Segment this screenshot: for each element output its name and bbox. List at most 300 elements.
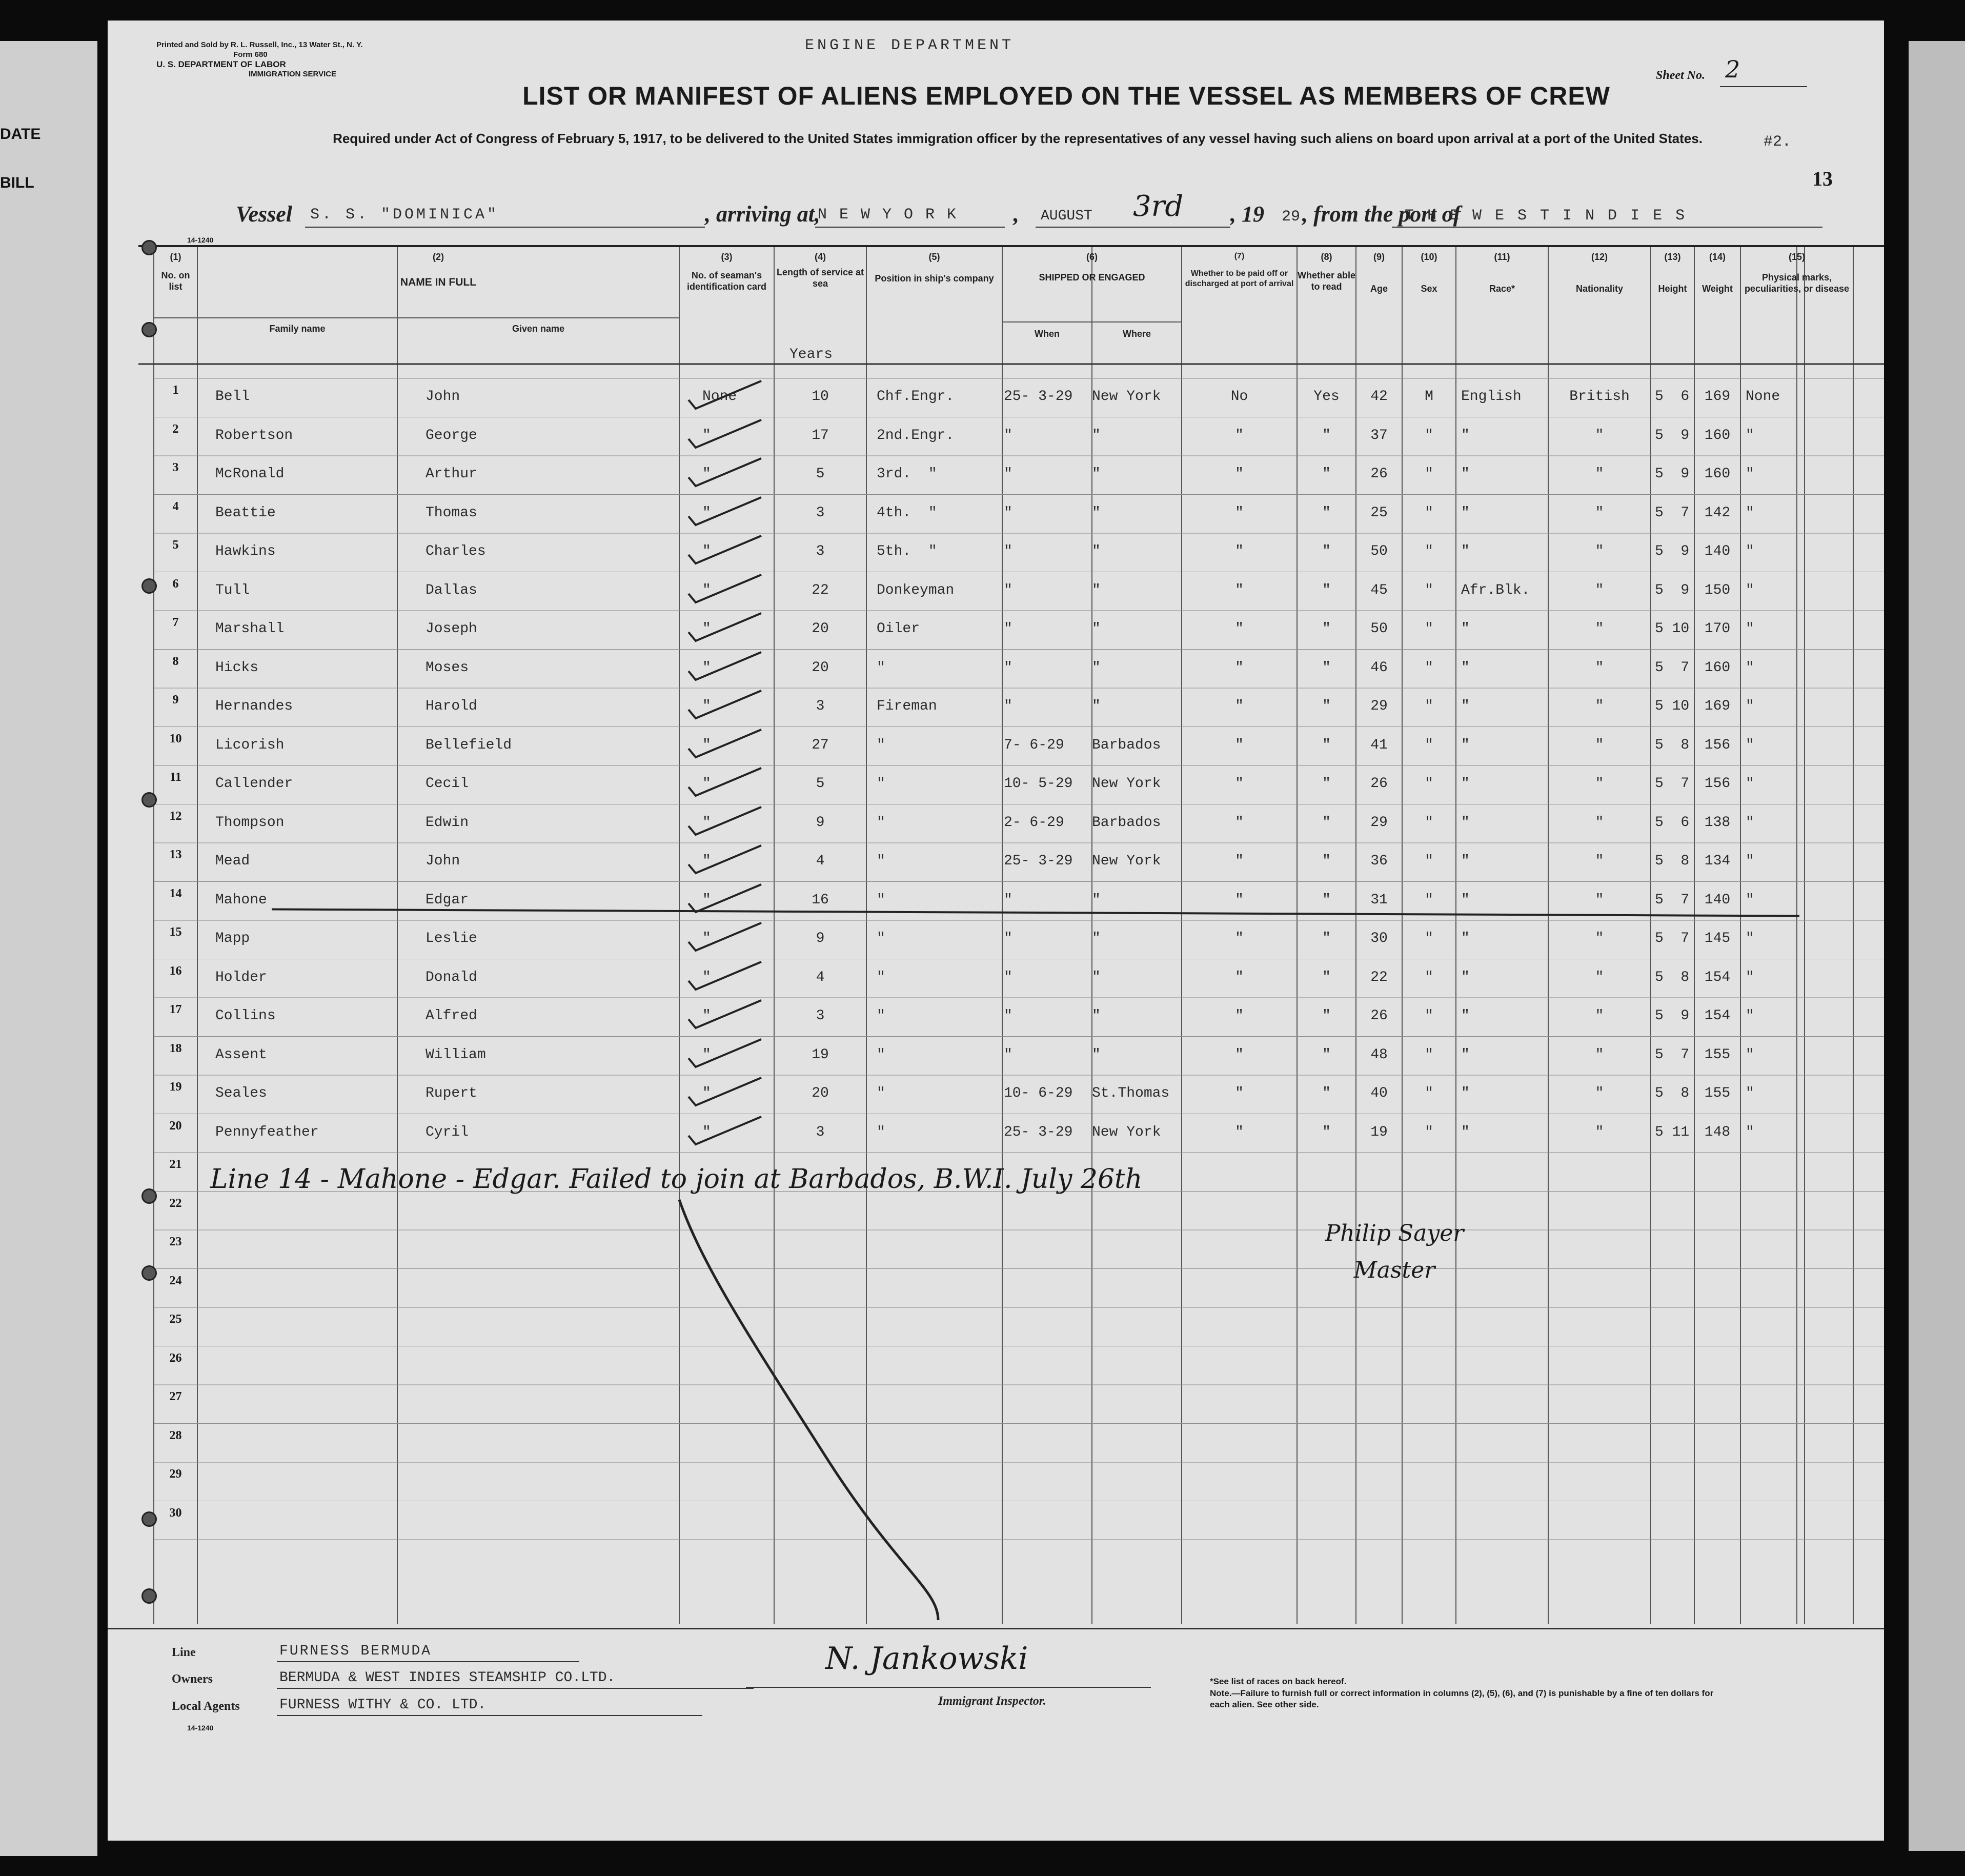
cell-physical-marks: " <box>1746 1124 1754 1140</box>
cell-position: " <box>877 659 885 676</box>
cell-height: 5 7 <box>1655 1046 1690 1063</box>
row-number: 20 <box>169 1119 182 1133</box>
col-header-service <box>774 251 866 289</box>
cell-race: " <box>1461 698 1470 714</box>
cell-paid-off: " <box>1235 505 1244 521</box>
cell-able-to-read: " <box>1322 737 1331 753</box>
arrival-port: N E W Y O R K <box>818 206 958 224</box>
cell-shipped-when: " <box>1004 543 1012 559</box>
page-title: LIST OR MANIFEST OF ALIENS EMPLOYED ON THE VESSEL AS MEMBERS OF CREW <box>522 82 1610 110</box>
cell-sex: " <box>1425 659 1433 676</box>
cell-position: " <box>877 814 885 831</box>
cell-nationality: British <box>1569 389 1630 405</box>
cell-paid-off: " <box>1235 1124 1244 1140</box>
punch-hole <box>141 792 157 808</box>
col-number: (10) <box>1421 252 1437 262</box>
cell-id-card: " <box>702 543 711 559</box>
cell-sex: " <box>1425 814 1433 831</box>
cell-shipped-where: " <box>1092 466 1101 482</box>
check-mark-icon <box>684 454 772 490</box>
check-mark-icon <box>684 725 772 761</box>
cell-weight: 169 <box>1704 698 1731 714</box>
cell-race: " <box>1461 427 1470 443</box>
cell-nationality: " <box>1595 582 1604 598</box>
arrival-month: AUGUST <box>1041 208 1092 224</box>
cell-nationality: " <box>1595 1085 1604 1101</box>
cell-sex: " <box>1425 427 1433 443</box>
cell-service-years: 3 <box>816 1008 825 1024</box>
cell-weight: 134 <box>1704 853 1731 869</box>
cell-position: " <box>877 1085 885 1101</box>
cell-race: " <box>1461 1085 1470 1101</box>
cell-shipped-when: 25- 3-29 <box>1004 853 1073 869</box>
cell-height: 5 7 <box>1655 892 1690 908</box>
agents-label: Local Agents <box>172 1700 240 1713</box>
cell-shipped-when: " <box>1004 659 1012 676</box>
cell-shipped-when: 10- 6-29 <box>1004 1085 1073 1101</box>
col-header-name <box>197 251 679 288</box>
cell-able-to-read: " <box>1322 969 1331 985</box>
cell-sex: " <box>1425 969 1433 985</box>
cell-able-to-read: " <box>1322 892 1331 908</box>
cell-paid-off: " <box>1235 969 1244 985</box>
row-number: 24 <box>169 1274 182 1287</box>
col-header-age <box>1356 251 1402 294</box>
cell-given-name: Rupert <box>426 1085 477 1101</box>
cell-nationality: " <box>1595 814 1604 831</box>
cell-age: 45 <box>1370 582 1388 598</box>
check-mark-icon <box>684 571 772 607</box>
date-underline <box>1036 227 1230 228</box>
check-mark-icon <box>684 1035 772 1071</box>
cell-id-card: " <box>702 814 711 831</box>
cell-shipped-where: St.Thomas <box>1092 1085 1170 1101</box>
col-label: Race* <box>1489 284 1515 294</box>
vessel-underline <box>305 227 705 228</box>
cell-race: " <box>1461 1008 1470 1024</box>
check-mark-icon <box>684 841 772 877</box>
cell-shipped-where: New York <box>1092 1124 1161 1140</box>
col-label: Whether to be paid off or discharged at port of arrival <box>1185 269 1294 288</box>
cell-age: 22 <box>1370 969 1388 985</box>
cell-family-name: Seales <box>215 1085 267 1101</box>
cell-id-card: " <box>702 776 711 792</box>
cell-race: Afr.Blk. <box>1461 582 1530 598</box>
col-header-where: Where <box>1122 329 1151 339</box>
col-label: Nationality <box>1575 284 1623 294</box>
cell-paid-off: " <box>1235 853 1244 869</box>
strip-label-bill: BILL <box>0 174 34 191</box>
cell-position: " <box>877 892 885 908</box>
cell-able-to-read: " <box>1322 1008 1331 1024</box>
cell-height: 5 10 <box>1655 698 1690 714</box>
cell-family-name: Robertson <box>215 427 293 443</box>
cell-given-name: William <box>426 1046 486 1063</box>
col-label: Length of service at sea <box>776 267 864 289</box>
cell-able-to-read: " <box>1322 1124 1331 1140</box>
cell-shipped-where: " <box>1092 1008 1101 1024</box>
cell-paid-off: " <box>1235 814 1244 831</box>
footer-form-code: 14-1240 <box>187 1724 214 1732</box>
col-number: (9) <box>1373 252 1385 262</box>
cell-nationality: " <box>1595 1008 1604 1024</box>
master-signature: Philip Sayer Master <box>1325 1220 1464 1283</box>
cell-paid-off: " <box>1235 1008 1244 1024</box>
row-number: 13 <box>169 848 182 861</box>
cell-physical-marks: " <box>1746 543 1754 559</box>
cell-position: " <box>877 931 885 946</box>
sheet-underline <box>1720 86 1807 87</box>
agents-value: FURNESS WITHY & CO. LTD. <box>279 1697 487 1713</box>
cell-shipped-where: " <box>1092 582 1101 598</box>
check-mark-icon <box>684 377 772 413</box>
cell-physical-marks: " <box>1746 892 1754 908</box>
col-label: No. of seaman's identification card <box>686 270 767 292</box>
cell-nationality: " <box>1595 737 1604 753</box>
cell-service-years: 5 <box>816 776 825 792</box>
cell-sex: " <box>1425 582 1433 598</box>
cell-given-name: Harold <box>426 698 477 714</box>
col-label: Physical marks, peculiarities, or disease <box>1744 272 1850 294</box>
col-header-read <box>1297 251 1356 292</box>
cell-id-card: " <box>702 853 711 869</box>
cell-physical-marks: " <box>1746 853 1754 869</box>
printer-line: Printed and Sold by R. L. Russell, Inc., 13 Water St., N. Y. <box>156 41 363 49</box>
cell-age: 42 <box>1370 389 1388 405</box>
cell-physical-marks: " <box>1746 931 1754 946</box>
cell-id-card: " <box>702 621 711 637</box>
inspector-signature: N. Jankowski <box>825 1641 1028 1677</box>
cell-sex: " <box>1425 621 1433 637</box>
cell-shipped-where: New York <box>1092 776 1161 792</box>
cell-age: 31 <box>1370 892 1388 908</box>
handwritten-stroke <box>672 1189 1010 1630</box>
cell-race: " <box>1461 466 1470 482</box>
cell-family-name: Mahone <box>215 892 267 908</box>
cell-service-years: 9 <box>816 814 825 831</box>
cell-nationality: " <box>1595 776 1604 792</box>
cell-service-years: 3 <box>816 543 825 559</box>
row-number: 1 <box>172 384 179 397</box>
col-label: Weight <box>1702 284 1733 294</box>
cell-age: 26 <box>1370 1008 1388 1024</box>
cell-weight: 155 <box>1704 1085 1731 1101</box>
row-number: 29 <box>169 1467 182 1481</box>
cell-nationality: " <box>1595 466 1604 482</box>
strip-label-date: DATE <box>0 126 41 143</box>
check-mark-icon <box>684 609 772 645</box>
cell-physical-marks: " <box>1746 737 1754 753</box>
cell-weight: 154 <box>1704 969 1731 985</box>
cell-sex: " <box>1425 931 1433 946</box>
col-number: (11) <box>1494 252 1510 262</box>
cell-id-card: " <box>702 698 711 714</box>
cell-weight: 156 <box>1704 776 1731 792</box>
cell-service-years: 5 <box>816 466 825 482</box>
cell-service-years: 27 <box>812 737 829 753</box>
line-underline <box>277 1661 579 1662</box>
row-number: 4 <box>172 499 179 513</box>
cell-sex: " <box>1425 543 1433 559</box>
cell-id-card: " <box>702 466 711 482</box>
cell-nationality: " <box>1595 853 1604 869</box>
cell-race: " <box>1461 969 1470 985</box>
cell-age: 36 <box>1370 853 1388 869</box>
col-header-position <box>866 251 1002 284</box>
department-name: U. S. DEPARTMENT OF LABOR <box>156 59 286 69</box>
cell-shipped-where: " <box>1092 931 1101 946</box>
cell-age: 50 <box>1370 621 1388 637</box>
cell-physical-marks: " <box>1746 776 1754 792</box>
cell-weight: 170 <box>1704 621 1731 637</box>
cell-family-name: Mapp <box>215 931 250 946</box>
cell-family-name: Thompson <box>215 814 285 831</box>
cell-weight: 169 <box>1704 389 1731 405</box>
cell-height: 5 7 <box>1655 776 1690 792</box>
cell-able-to-read: " <box>1322 427 1331 443</box>
cell-sex: M <box>1425 389 1433 405</box>
arriving-label: , arriving at, <box>705 201 820 227</box>
cell-shipped-where: " <box>1092 427 1101 443</box>
cell-physical-marks: " <box>1746 505 1754 521</box>
handwritten-note: Line 14 - Mahone - Edgar. Failed to join at Barbados, B.W.I. July 26th <box>210 1164 1143 1195</box>
cell-id-card: None <box>702 389 737 405</box>
cell-position: Oiler <box>877 621 920 637</box>
cell-shipped-where: " <box>1092 892 1101 908</box>
punch-hole <box>141 1588 157 1604</box>
cell-paid-off: " <box>1235 698 1244 714</box>
cell-family-name: McRonald <box>215 466 285 482</box>
cell-able-to-read: " <box>1322 698 1331 714</box>
cell-race: " <box>1461 931 1470 946</box>
cell-shipped-when: " <box>1004 1008 1012 1024</box>
cell-family-name: Holder <box>215 969 267 985</box>
cell-able-to-read: " <box>1322 1046 1331 1063</box>
cell-id-card: " <box>702 1085 711 1101</box>
cell-given-name: Donald <box>426 969 477 985</box>
owners-underline <box>277 1688 754 1689</box>
col-label: NAME IN FULL <box>400 276 477 288</box>
cell-shipped-when: 25- 3-29 <box>1004 389 1073 405</box>
cell-paid-off: " <box>1235 776 1244 792</box>
cell-weight: 155 <box>1704 1046 1731 1063</box>
cell-position: " <box>877 853 885 869</box>
cell-sex: " <box>1425 892 1433 908</box>
adjacent-page-strip-right <box>1909 41 1965 1851</box>
cell-paid-off: " <box>1235 621 1244 637</box>
cell-race: " <box>1461 853 1470 869</box>
cell-physical-marks: " <box>1746 659 1754 676</box>
cell-sex: " <box>1425 853 1433 869</box>
row-number: 21 <box>169 1158 182 1171</box>
penalty-note: Note.—Failure to furnish full or correct information in columns (2), (5), (6), and (7) is punishable by a fine of ten dollars for each alien. See other side. <box>1210 1688 1714 1709</box>
cell-age: 26 <box>1370 776 1388 792</box>
line-label: Line <box>172 1646 196 1659</box>
sheet-label: Sheet No. <box>1656 69 1705 82</box>
manifest-sheet <box>108 21 1884 1841</box>
cell-family-name: Bell <box>215 389 250 405</box>
cell-height: 5 8 <box>1655 969 1690 985</box>
inspector-label: Immigrant Inspector. <box>938 1695 1046 1708</box>
arrival-underline <box>815 227 1005 228</box>
check-mark-icon <box>684 493 772 529</box>
check-mark-icon <box>684 648 772 684</box>
cell-shipped-when: " <box>1004 931 1012 946</box>
cell-id-card: " <box>702 737 711 753</box>
cell-able-to-read: " <box>1322 1085 1331 1101</box>
cell-position: " <box>877 1124 885 1140</box>
cell-given-name: Cyril <box>426 1124 469 1140</box>
cell-sex: " <box>1425 737 1433 753</box>
cell-height: 5 9 <box>1655 1008 1690 1024</box>
cell-weight: 160 <box>1704 659 1731 676</box>
row-number: 17 <box>169 1003 182 1016</box>
cell-id-card: " <box>702 931 711 946</box>
cell-nationality: " <box>1595 698 1604 714</box>
cell-shipped-where: " <box>1092 969 1101 985</box>
col-header-marks <box>1740 251 1853 294</box>
cell-shipped-where: New York <box>1092 853 1161 869</box>
cell-race: " <box>1461 1124 1470 1140</box>
cell-sex: " <box>1425 505 1433 521</box>
cell-id-card: " <box>702 427 711 443</box>
cell-family-name: Licorish <box>215 737 285 753</box>
col-number: (4) <box>815 252 826 262</box>
col-header-paid <box>1182 251 1297 289</box>
cell-given-name: John <box>426 389 460 405</box>
cell-service-years: 20 <box>812 621 829 637</box>
col-number: (14) <box>1709 252 1726 262</box>
cell-family-name: Beattie <box>215 505 276 521</box>
col-header-sex <box>1402 251 1456 294</box>
col-label: Height <box>1658 284 1687 294</box>
cell-physical-marks: " <box>1746 1046 1754 1063</box>
port-label: , from the port of <box>1302 201 1461 227</box>
check-mark-icon <box>684 1074 772 1110</box>
cell-service-years: 3 <box>816 698 825 714</box>
cell-nationality: " <box>1595 892 1604 908</box>
cell-height: 5 6 <box>1655 814 1690 831</box>
row-number: 14 <box>169 886 182 900</box>
cell-nationality: " <box>1595 1124 1604 1140</box>
printer-imprint <box>156 40 443 79</box>
cell-age: 30 <box>1370 931 1388 946</box>
cell-race: " <box>1461 814 1470 831</box>
cell-race: " <box>1461 505 1470 521</box>
cell-paid-off: " <box>1235 737 1244 753</box>
cell-id-card: " <box>702 1008 711 1024</box>
row-number: 26 <box>169 1351 182 1365</box>
row-number: 18 <box>169 1041 182 1055</box>
year-value: 29 <box>1282 208 1301 226</box>
form-code: 14-1240 <box>187 236 214 244</box>
row-number: 30 <box>169 1506 182 1520</box>
row-number: 16 <box>169 964 182 978</box>
cell-height: 5 7 <box>1655 931 1690 946</box>
row-number: 19 <box>169 1080 182 1094</box>
col-number: (12) <box>1591 252 1608 262</box>
cell-sex: " <box>1425 776 1433 792</box>
cell-family-name: Collins <box>215 1008 276 1024</box>
col-label: SHIPPED OR ENGAGED <box>1039 272 1145 283</box>
cell-nationality: " <box>1595 543 1604 559</box>
cell-service-years: 10 <box>812 389 829 405</box>
cell-shipped-when: " <box>1004 466 1012 482</box>
cell-given-name: Bellefield <box>426 737 512 753</box>
check-mark-icon <box>684 996 772 1032</box>
cell-sex: " <box>1425 1085 1433 1101</box>
cell-age: 37 <box>1370 427 1388 443</box>
cell-able-to-read: " <box>1322 853 1331 869</box>
cell-family-name: Assent <box>215 1046 267 1063</box>
row-number: 7 <box>172 616 179 629</box>
cell-age: 46 <box>1370 659 1388 676</box>
cell-id-card: " <box>702 1046 711 1063</box>
cell-shipped-when: " <box>1004 698 1012 714</box>
cell-given-name: Joseph <box>426 621 477 637</box>
inspector-line <box>746 1687 1151 1688</box>
cell-height: 5 7 <box>1655 659 1690 676</box>
cell-service-years: 3 <box>816 1124 825 1140</box>
cell-position: Donkeyman <box>877 582 955 598</box>
cell-given-name: Cecil <box>426 776 469 792</box>
cell-able-to-read: " <box>1322 466 1331 482</box>
year-label: , 19 <box>1230 201 1264 227</box>
col-number: (8) <box>1321 252 1332 262</box>
cell-weight: 140 <box>1704 892 1731 908</box>
col-header-no <box>154 251 197 292</box>
cell-height: 5 11 <box>1655 1124 1690 1140</box>
cell-service-years: 22 <box>812 582 829 598</box>
cell-paid-off: " <box>1235 543 1244 559</box>
arrival-day: 3rd <box>1133 190 1184 223</box>
cell-position: 5th. " <box>877 543 937 559</box>
cell-race: " <box>1461 621 1470 637</box>
cell-id-card: " <box>702 505 711 521</box>
cell-position: Chf.Engr. <box>877 389 955 405</box>
cell-paid-off: No <box>1230 389 1248 405</box>
col-label: Age <box>1370 284 1388 294</box>
cell-given-name: Charles <box>426 543 486 559</box>
col-header-family: Family name <box>269 324 326 334</box>
cell-position: Fireman <box>877 698 937 714</box>
cell-paid-off: " <box>1235 892 1244 908</box>
cell-nationality: " <box>1595 659 1604 676</box>
cell-family-name: Hawkins <box>215 543 276 559</box>
cell-service-years: 17 <box>812 427 829 443</box>
col-header-shipped <box>1002 251 1182 283</box>
cell-paid-off: " <box>1235 931 1244 946</box>
cell-shipped-when: " <box>1004 969 1012 985</box>
cell-shipped-when: 25- 3-29 <box>1004 1124 1073 1140</box>
cell-shipped-where: " <box>1092 659 1101 676</box>
page-subtitle: Required under Act of Congress of February 5, 1917, to be delivered to the United States immigration officer by the representatives of any vessel having such aliens on board upon arrival at a port of the United States. <box>333 131 1703 146</box>
cell-nationality: " <box>1595 621 1604 637</box>
cell-position: " <box>877 969 885 985</box>
cell-id-card: " <box>702 1124 711 1140</box>
cell-nationality: " <box>1595 427 1604 443</box>
cell-weight: 138 <box>1704 814 1731 831</box>
cell-race: " <box>1461 776 1470 792</box>
cell-paid-off: " <box>1235 466 1244 482</box>
check-mark-icon <box>684 958 772 994</box>
cell-position: " <box>877 776 885 792</box>
check-mark-icon <box>684 687 772 722</box>
cell-service-years: 4 <box>816 969 825 985</box>
cell-family-name: Callender <box>215 776 293 792</box>
col-header-given: Given name <box>512 324 565 334</box>
cell-given-name: Alfred <box>426 1008 477 1024</box>
